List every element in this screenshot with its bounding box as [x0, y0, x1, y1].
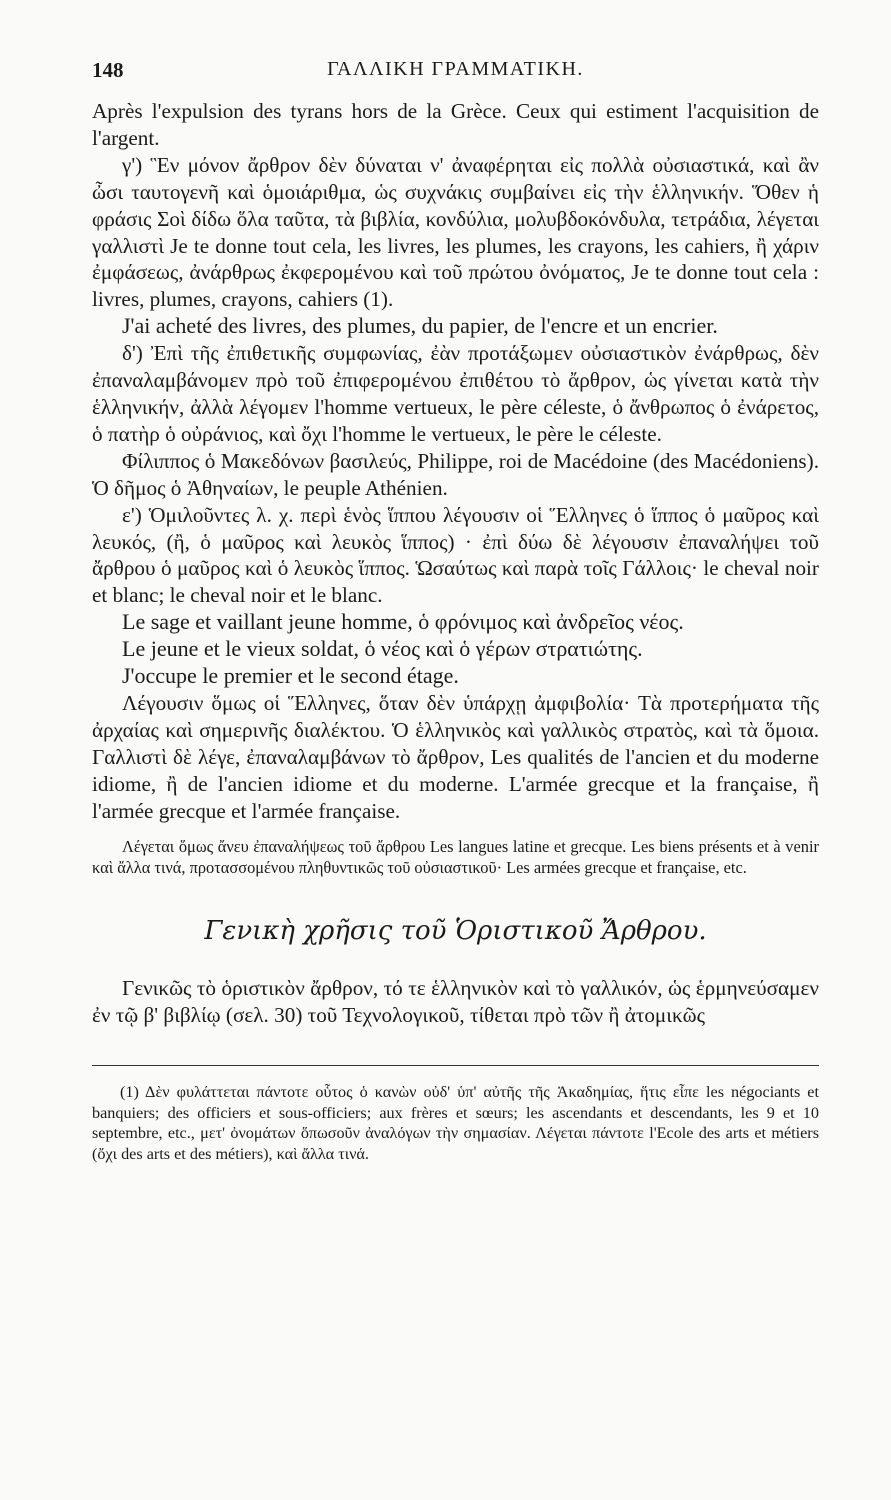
page-header — [92, 58, 819, 88]
example-etage: J'occupe le premier et le second étage. — [122, 663, 459, 689]
small-note: Λέγεται ὅμως ἄνευ ἐπαναλήψεως τοῦ ἄρθρου Les langues latine et grecque. Les biens présents et à venir καὶ ἄλλα τινά, προτασσομένου πληθυντικῶς τοῦ οὐσιαστικοῦ· Les armées grecque et française, etc. — [92, 837, 819, 878]
example-acheter: J'ai acheté des livres, des plumes, du papier, de l'encre et un encrier. — [122, 313, 718, 339]
page-number: 148 — [92, 58, 124, 82]
footnote-divider — [92, 1065, 819, 1066]
example-philippe: Φίλιππος ὁ Μακεδόνων βασιλεύς, Philippe, roi de Macédoine (des Macédoniens). Ὁ δῆμος ὁ Ἀθηναίων, le peuple Athénien. — [92, 448, 819, 500]
example-sage: Le sage et vaillant jeune homme, ὁ φρόνιμος καὶ ἀνδρεῖος νέος. — [122, 609, 684, 635]
section-title: Γενικὴ χρῆσις τοῦ Ὁριστικοῦ Ἄρθρου. — [204, 916, 707, 947]
section-paragraph: Γενικῶς τὸ ὁριστικὸν ἄρθρον, τό τε ἑλληνικὸν καὶ τὸ γαλλικόν, ὡς ἑρμηνεύσαμεν ἐν τῷ β' βιβλίῳ (σελ. 30) τοῦ Τεχνολογικοῦ, τίθεται πρὸ τῶν ἢ ἀτομικῶς — [92, 976, 819, 1028]
paragraph-rule-delta: δ') Ἐπὶ τῆς ἐπιθετικῆς συμφωνίας, ἐὰν προτάξωμεν οὐσιαστικὸν ἐνάρθρως, δὲν ἐπαναλαμβάνομεν πρὸ τοῦ ἐπιφερομένου ἐπιθέτου τὸ ἄρθρον, ὡς γίνεται κατὰ τὴν ἑλληνικήν, ἀλλὰ λέγομεν l'homme vertueux, le père céleste, ὁ ἄνθρωπος ὁ ἐνάρετος, ὁ πατὴρ ὁ οὐράνιος, καὶ ὄχι l'homme le vertueux, le père le céleste. — [92, 341, 819, 446]
footnote: (1) Δὲν φυλάττεται πάντοτε οὗτος ὁ κανὼν οὐδ' ὑπ' αὐτῆς τῆς Ἀκαδημίας, ἥτις εἶπε les négociants et banquiers; des officiers et sous-officiers; aux frères et sœurs; les ascendants et descendants, les 9 et 10 septembre, etc., μετ' ὀνομάτων ὅπωσοῦν ἀναλόγων τὴν σημασίαν. Λέγεται πάντοτε l'Ecole des arts et métiers (ὄχι des arts et des métiers), καὶ ἄλλα τινά. — [92, 1083, 819, 1163]
paragraph-exception: Λέγουσιν ὅμως οἱ Ἕλληνες, ὅταν δὲν ὑπάρχῃ ἀμφιβολία· Τὰ προτερήματα τῆς ἀρχαίας καὶ σημερινῆς διαλέκτου. Ὁ ἑλληνικὸς καὶ γαλλικὸς στρατὸς, καὶ τὰ ὅμοια. Γαλλιστὶ δὲ λέγε, ἐπαναλαμβάνων τὸ ἄρθρον, Les qualités de l'ancien et du moderne idiome, ἢ de l'ancien idiome et du moderne. L'armée grecque et la française, ἢ l'armée grecque et l'armée française. — [92, 690, 819, 823]
paragraph-1: Après l'expulsion des tyrans hors de la Grèce. Ceux qui estiment l'acquisition de l'argent. — [92, 99, 819, 150]
paragraph-rule-gamma: γ') Ἓν μόνον ἄρθρον δὲν δύναται ν' ἀναφέρηται εἰς πολλὰ οὐσιαστικά, καὶ ἂν ὦσι ταυτογενῆ καὶ ὁμοιάριθμα, ὡς συχνάκις συμβαίνει εἰς τὴν ἑλληνικήν. Ὅθεν ἡ φράσις Σοὶ δίδω ὅλα ταῦτα, τὰ βιβλία, κονδύλια, μολυβδοκόνδυλα, τετράδια, λέγεται γαλλιστὶ Je te donne tout cela, les livres, les plumes, les crayons, les cahiers, ἢ χάριν ἐμφάσεως, ἀνάρθρως ἐκφερομένου καὶ τοῦ πρώτου ὀνόματος, Je te donne tout cela : livres, plumes, crayons, cahiers (1). — [92, 152, 819, 312]
running-head: ΓΑΛΛΙΚΗ ΓΡΑΜΜΑΤΙΚΗ. — [327, 58, 584, 80]
page-body — [92, 98, 819, 1164]
example-soldat: Le jeune et le vieux soldat, ὁ νέος καὶ ὁ γέρων στρατιώτης. — [122, 636, 643, 662]
paragraph-rule-epsilon: ε') Ὁμιλοῦντες λ. χ. περὶ ἑνὸς ἵππου λέγουσιν οἱ Ἕλληνες ὁ ἵππος ὁ μαῦρος καὶ λευκός, (ἢ, ὁ μαῦρος καὶ λευκὸς ἵππος) · ἐπὶ δύω δὲ λέγουσιν ἐπαναλήψει τοῦ ἄρθρου ὁ μαῦρος καὶ ὁ λευκὸς ἵππος. Ὡσαύτως καὶ παρὰ τοῖς Γάλλοις· le cheval noir et blanc; le cheval noir et le blanc. — [92, 502, 819, 608]
